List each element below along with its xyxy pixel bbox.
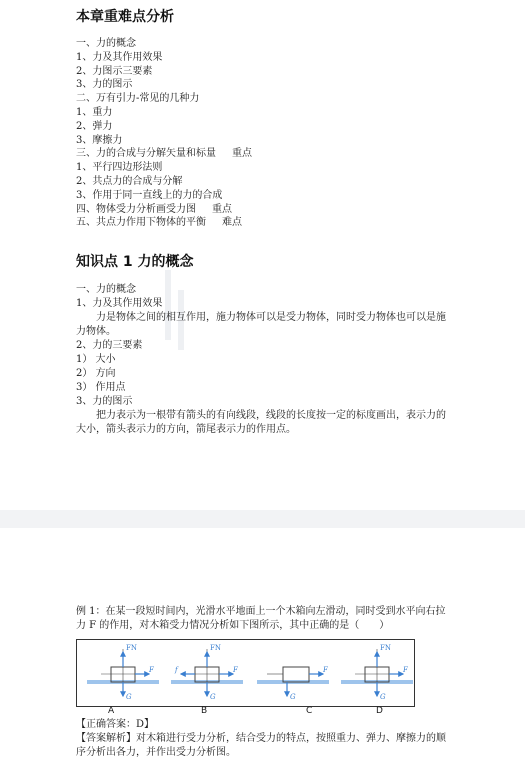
answer-analysis: 【答案解析】对木箱进行受力分析，结合受力的特点，按照重力、弹力、摩擦力的顺序分析出各力，并作出受力分析图。 bbox=[76, 733, 446, 759]
outline-item-text: 五、共点力作用下物体的平衡 bbox=[76, 217, 206, 229]
example-question: 例 1：在某一段短时间内，光滑水平地面上一个木箱向左滑动，同时受到水平向右拉力 F 的作用，对木箱受力情况分析如下图所示，其中正确的是（ ） bbox=[76, 606, 446, 632]
page-separator bbox=[0, 510, 525, 528]
section-title: 知识点 1 力的概念 bbox=[76, 254, 194, 270]
outline-item bbox=[76, 203, 232, 217]
outline-item bbox=[76, 106, 112, 120]
svg-text:FN: FN bbox=[380, 644, 391, 652]
outline-item bbox=[76, 216, 242, 230]
force-diagram-c bbox=[253, 641, 333, 705]
outline-item bbox=[76, 147, 252, 161]
outline-item bbox=[76, 78, 132, 92]
svg-text:FN: FN bbox=[126, 644, 137, 652]
option-label-b: B bbox=[201, 706, 208, 716]
svg-text:F: F bbox=[403, 666, 408, 674]
section-paragraph: 把力表示为一根带有箭头的有向线段，线段的长度按一定的标度画出，表示力的大小，箭头表示力的方向，箭尾表示力的作用点。 bbox=[76, 410, 446, 436]
section-line: 3） 作用点 bbox=[76, 382, 126, 393]
outline-item-text: 3、力的图示 bbox=[76, 79, 133, 91]
outline-item bbox=[76, 175, 182, 189]
section-line: 2、力的三要素 bbox=[76, 340, 143, 351]
outline-item-text: 三、力的合成与分解矢量和标量 bbox=[76, 148, 216, 160]
outline-item-tag: 重点 bbox=[232, 148, 252, 160]
outline-item-tag: 重点 bbox=[212, 203, 232, 215]
svg-text:FN: FN bbox=[210, 644, 221, 652]
outline-item-text: 四、物体受力分析画受力图 bbox=[76, 203, 196, 215]
svg-text:f: f bbox=[175, 666, 178, 674]
document-page-2 bbox=[0, 528, 525, 778]
outline-item bbox=[76, 37, 136, 51]
outline-item bbox=[76, 161, 162, 175]
option-label-d: D bbox=[376, 706, 383, 716]
chapter-title: 本章重难点分析 bbox=[76, 9, 174, 25]
outline-item bbox=[76, 51, 162, 65]
svg-text:G: G bbox=[210, 693, 216, 701]
outline-item-text: 1、平行四边形法则 bbox=[76, 162, 163, 174]
outline-item-text: 1、重力 bbox=[76, 107, 113, 118]
svg-text:F: F bbox=[323, 666, 328, 674]
outline-item-text: 一、力的概念 bbox=[76, 38, 136, 49]
outline-item-text: 二、万有引力-常见的几种力 bbox=[76, 93, 200, 105]
svg-text:G: G bbox=[126, 693, 132, 701]
outline-item-text: 2、弹力 bbox=[76, 120, 113, 132]
outline-item-text: 2、共点力的合成与分解 bbox=[76, 176, 183, 187]
outline-item bbox=[76, 189, 222, 203]
outline-item bbox=[76, 92, 199, 106]
outline-item bbox=[76, 120, 112, 134]
section-line: 1） 大小 bbox=[76, 354, 116, 365]
force-diagram-d bbox=[337, 641, 417, 705]
svg-text:F: F bbox=[233, 666, 238, 674]
svg-text:G: G bbox=[290, 693, 296, 701]
correct-answer: 【正确答案：D】 bbox=[76, 719, 155, 730]
outline-item-text: 2、力图示三要素 bbox=[76, 65, 153, 77]
outline-item bbox=[76, 65, 152, 79]
outline-item bbox=[76, 134, 122, 148]
section-line: 1、力及其作用效果 bbox=[76, 298, 163, 309]
svg-text:F: F bbox=[149, 666, 154, 674]
force-diagram-b bbox=[167, 641, 247, 705]
force-diagrams bbox=[76, 639, 415, 707]
section-line: 2） 方向 bbox=[76, 368, 116, 379]
option-label-a: A bbox=[108, 706, 115, 716]
section-line: 一、力的概念 bbox=[76, 284, 136, 295]
outline-item-text: 1、力及其作用效果 bbox=[76, 51, 163, 63]
force-diagram-a bbox=[83, 641, 163, 705]
option-labels bbox=[76, 706, 416, 718]
outline-item-text: 3、作用于同一直线上的力的合成 bbox=[76, 189, 223, 201]
section-line: 3、力的图示 bbox=[76, 396, 133, 407]
outline-item-text: 3、摩擦力 bbox=[76, 134, 123, 146]
section-paragraph: 力是物体之间的相互作用，施力物体可以是受力物体，同时受力物体也可以是施力物体。 bbox=[76, 312, 446, 338]
outline-item-tag: 难点 bbox=[222, 217, 242, 229]
option-label-c: C bbox=[306, 706, 313, 716]
svg-text:G: G bbox=[380, 693, 386, 701]
